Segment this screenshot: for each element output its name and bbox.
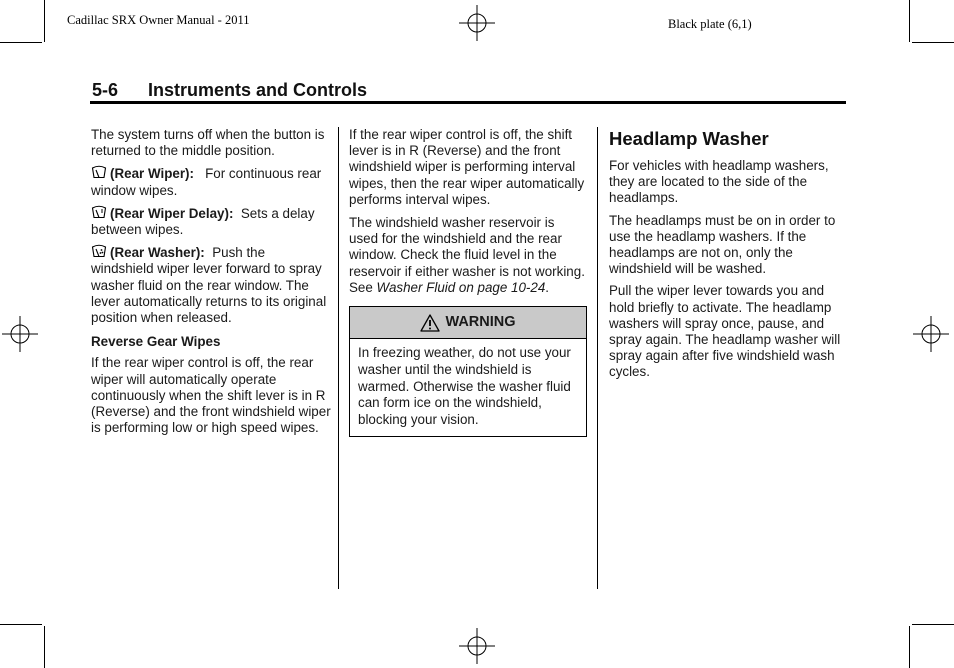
page-number: 5-6 [92, 80, 119, 100]
rear-wiper-label: (Rear Wiper): [110, 166, 194, 182]
column-3 [609, 127, 849, 387]
column-1 [91, 127, 331, 442]
warning-box [349, 306, 587, 437]
paragraph-text: The windshield washer reservoir is used for the windshield and the rear window. Check the fluid level in the reservoir if either washer is not working. See [349, 215, 585, 295]
crop-mark [44, 0, 45, 42]
paragraph: If the rear wiper control is off, the shift lever is in R (Reverse) and the front windshield wiper is performing interval wipes, then the rear wiper automatically performs interval wipes. [349, 127, 585, 207]
rear-washer-icon [91, 244, 107, 258]
paragraph: The system turns off when the button is returned to the middle position. [91, 127, 325, 159]
rear-wiper-icon [91, 165, 107, 179]
rear-wiper-delay-icon [91, 205, 107, 219]
registration-mark-icon [459, 628, 495, 664]
rear-washer-text: Push the windshield wiper lever forward to spray washer fluid on the rear window. The lever automatically returns to its original position when released. [91, 245, 327, 326]
header-rule [90, 101, 846, 104]
subheading: Reverse Gear Wipes [91, 334, 221, 350]
rear-washer-label: (Rear Washer): [110, 245, 205, 261]
registration-mark-icon [2, 316, 38, 352]
warning-header [350, 307, 586, 339]
paragraph [349, 215, 587, 296]
plate-title: Cadillac SRX Owner Manual - 2011 [67, 13, 250, 27]
paragraph: For vehicles with headlamp washers, they are located to the side of the headlamps. [609, 158, 829, 206]
rear-wiper-delay-text: Sets a delay between wipes. [91, 205, 315, 238]
rear-wiper-text: For continuous rear window wipes. [91, 166, 322, 198]
rear-washer-entry [91, 244, 331, 326]
crop-mark [912, 42, 954, 43]
crop-mark [912, 624, 954, 625]
crop-mark [909, 626, 910, 668]
crop-mark [909, 0, 910, 42]
column-2 [349, 127, 587, 437]
registration-mark-icon [913, 316, 949, 352]
rear-wiper-entry [91, 165, 331, 198]
warning-title: WARNING [445, 314, 516, 331]
section-title: Instruments and Controls [148, 80, 368, 100]
plate-info: Black plate (6,1) [668, 17, 752, 31]
paragraph: Pull the wiper lever towards you and hold briefly to activate. The headlamp washers will spray once, pause, and spray again. The headlamp washer will spray again after five windshield wash cycles. [609, 283, 841, 380]
column-divider [597, 127, 598, 589]
rear-wiper-delay-entry [91, 205, 331, 238]
column-divider [338, 127, 339, 589]
warning-body: In freezing weather, do not use your washer until the windshield is warmed. Otherwise the washer fluid can form ice on the windshield, blocking your vision. [358, 345, 571, 428]
crop-mark [0, 42, 42, 43]
paragraph: The headlamps must be on in order to use the headlamp washers. If the headlamps are not on, only the windshield will be washed. [609, 212, 836, 277]
rear-wiper-delay-label: (Rear Wiper Delay): [110, 205, 234, 221]
paragraph-end: . [545, 279, 550, 295]
paragraph: If the rear wiper control is off, the rear wiper will automatically operate continuously when the shift lever is in R (Reverse) and the front windshield wiper is performing low or high speed wipes. [91, 355, 331, 436]
crop-mark [0, 624, 42, 625]
cross-reference-link[interactable]: Washer Fluid on page 10-24 [376, 279, 546, 295]
section-heading: Headlamp Washer [609, 128, 769, 149]
warning-triangle-icon [420, 314, 440, 332]
registration-mark-icon [459, 5, 495, 41]
crop-mark [44, 626, 45, 668]
